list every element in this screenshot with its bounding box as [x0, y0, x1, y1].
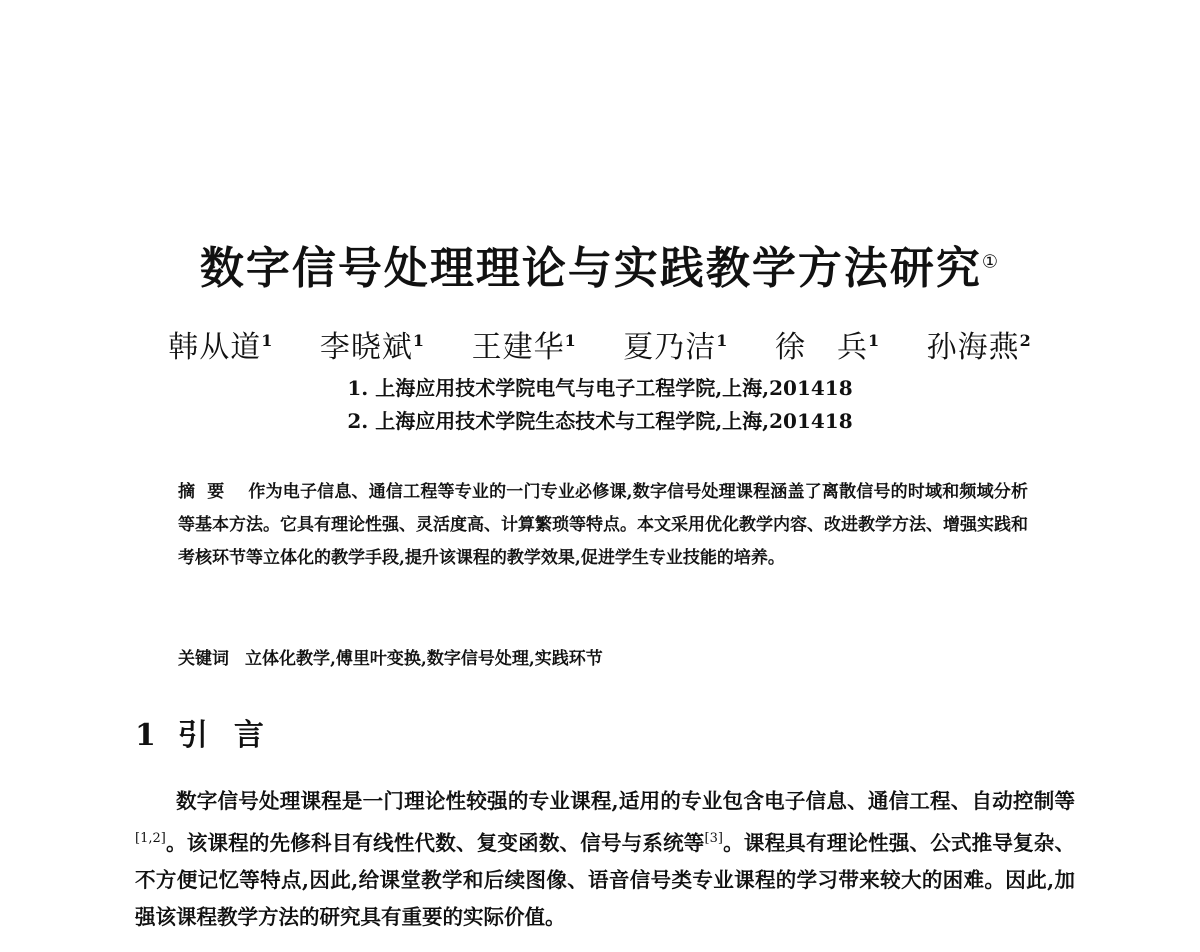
section-number: 1 [135, 718, 156, 753]
author: 李晓斌$^1$ [319, 330, 426, 365]
author: 夏乃洁$^1$ [623, 330, 729, 365]
intro-paragraph: 数字信号处理课程是一门理论性较强的专业课程,适用的专业包含电子信息、通信工程、自动控制等[1,2]。该课程的先修科目有线性代数、复变函数、信号与系统等[3]。课程具有理论性强、公式推导复杂、不方便记忆等特点,因此,给课堂教学和后续图像、语音信号类专业课程的学习带来较大的困难。因此,加强该课程教学方法的研究具有重要的实际价值。 [135, 789, 1076, 929]
author-list [0, 322, 1200, 366]
keywords-text: 立体化教学,傅里叶变换,数字信号处理,实践环节 [245, 649, 603, 669]
title-footnote-mark: ① [981, 251, 1001, 273]
paper-title [0, 232, 1200, 296]
abstract-text: 作为电子信息、通信工程等专业的一门专业必修课,数字信号处理课程涵盖了离散信号的时域和频域分析等基本方法。它具有理论性强、灵活度高、计算繁琐等特点。本文采用优化教学内容、改进教学方法、增强实践和考核环节等立体化的教学手段,提升该课程的教学效果,促进学生专业技能的培养。 [178, 482, 1028, 568]
author: 徐 兵$^1$ [774, 330, 881, 365]
abstract [178, 476, 1028, 575]
author: 孙海燕$^2$ [926, 330, 1032, 365]
affiliation-2: 2. 上海应用技术学院生态技术与工程学院,上海,201418 [347, 409, 853, 433]
section-title: 引言 [177, 718, 290, 753]
title-text: 数字信号处理理论与实践教学方法研究 [199, 243, 982, 294]
citation: [1,2] [135, 831, 166, 846]
author: 王建华$^1$ [471, 330, 577, 365]
citation: [3] [704, 831, 723, 846]
keywords-label: 关键词 [178, 649, 229, 669]
keywords [178, 644, 1028, 669]
section-heading [135, 710, 290, 754]
affiliation-1: 1. 上海应用技术学院电气与电子工程学院,上海,201418 [347, 376, 853, 400]
author: 韩从道$^1$ [168, 330, 274, 365]
abstract-label: 摘要 [178, 482, 237, 502]
